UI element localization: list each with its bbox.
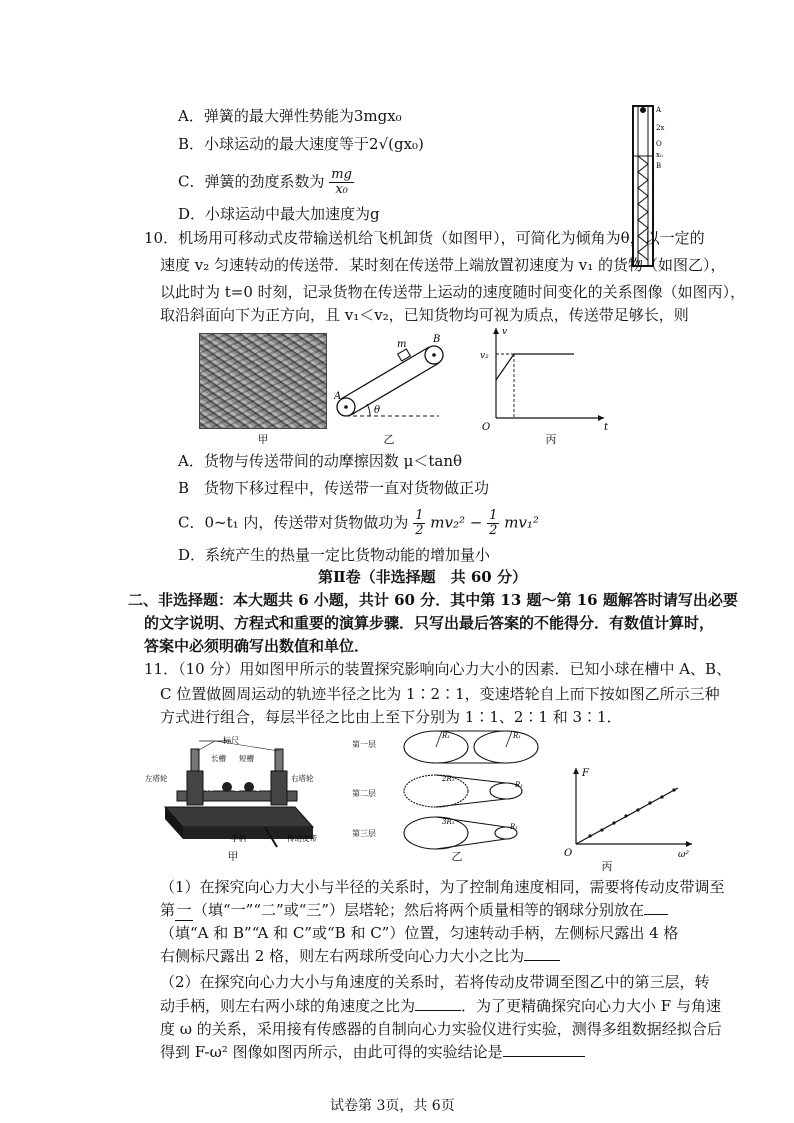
q11-p1-answer-fill: 一 [176,901,192,919]
q11-p1-line-2 [160,900,668,921]
q10-caption-yi: 乙 [383,433,395,446]
q11-p2-line-3: 度 ω 的关系，采用接有传感器的自制向心力实验仪进行实验，测得多组数据经拟合后 [160,1020,722,1038]
q10-option-c-term1: mv₂² [430,513,465,532]
q10-bing-v: v [502,327,508,337]
q11-p1-blank-position [644,900,668,915]
q11-jia-duancao: 短槽 [239,754,254,763]
q11-yi-r2-left: 2R₁ [442,775,455,783]
q11-p2-blank-conclusion [503,1042,585,1057]
q9-option-d: D．小球运动中最大加速度为g [178,205,380,223]
q10-bing-v2: v₂ [480,351,489,361]
q11-p1-line-3: （填“A 和 B”“A 和 C”或“B 和 C”）位置，匀速转动手柄，左侧标尺露出 4 格 [160,924,679,942]
q9-option-c-fraction [329,168,354,197]
q9-frac-den: x₀ [335,182,348,197]
q11-bing-omega2: ω² [678,850,689,860]
q10-conveyor-figure [334,333,464,433]
q11-jia-biaochi: 标尺 [223,736,239,745]
q10-yi-b: B [433,334,441,345]
q9-option-c [178,168,354,197]
q11-p2-line-4-text: 得到 F-ω² 图像如图丙所示，由此可得的实验结论是 [160,1043,503,1061]
q11-p2-line-2a: 动手柄，则左右两小球的角速度之比为 [160,997,416,1015]
q11-tower-wheel-figure [350,725,540,855]
q11-f-omega-graph [560,760,700,860]
q9-option-b: B．小球运动的最大速度等于2√(gx₀) [178,135,424,153]
section2-title: 第Ⅱ卷（非选择题 共 60 分） [318,568,527,586]
q10-option-c-term2: mv₁² [504,513,539,532]
q10-photo-jia [199,333,327,429]
q11-yi-r3-right: R₁ [510,823,519,831]
q9-label-a: A [656,106,662,114]
frac1-num: 1 [415,508,424,523]
q11-p2-line-2 [160,996,721,1016]
q11-yi-r2-right: R₁ [515,781,524,789]
q11-yi-r1-left: R₁ [442,732,451,740]
q10-vt-graph [472,322,612,434]
q11-jia-left-wheel: 左塔轮 [145,774,168,783]
q10-option-a: A．货物与传送带间的动摩擦因数 μ＜tanθ [178,452,463,470]
q10-line-2: 速度 v₂ 匀速转动的传送带．某时刻在传送带上端放置初速度为 v₁ 的货物（如图乙）， [160,256,726,274]
q11-jia-c: C [255,784,262,793]
q11-jia-b: B [235,784,241,793]
q11-yi-r3-left: 3R₁ [442,818,455,826]
q10-caption-bing: 丙 [545,433,557,446]
q9-label-o: O [656,140,662,148]
q9-frac-num: mg [331,167,352,182]
q10-bing-t: t [604,422,609,433]
frac2-den: 2 [489,523,498,538]
q11-p1-line-2b: （填“一”“二”或“三”）层塔轮；然后将两个质量相等的钢球分别放在 [193,901,645,919]
q11-jia-handle: 手柄 [231,834,246,843]
q10-option-d: D．系统产生的热量一定比货物动能的增加量小 [178,546,491,564]
q9-label-b: B [656,162,662,170]
q11-p1-blank-ratio [524,946,560,961]
q11-jia-belt: 传动皮带 [287,834,317,843]
q11-p2-line-2b: ．为了更精确探究向心力大小 F 与角速 [461,997,721,1015]
section2-head-3: 答案中必须明确写出数值和单位． [144,637,370,655]
frac2-num: 1 [489,508,498,523]
q10-option-c-minus: − [469,513,483,532]
q11-caption-yi: 乙 [451,850,463,863]
q11-p1-line-4-text: 右侧标尺露出 2 格，则左右两球所受向心力大小之比为 [160,947,525,965]
q9-option-a: A．弹簧的最大弹性势能为3mgx₀ [178,107,402,125]
q11-yi-r1-right: R₁ [513,732,522,740]
q9-label-2x: 2x [656,124,665,132]
q11-line-1: 11．（10 分）用如图甲所示的装置探究影响向心力大小的因素．已知小球在槽中 A、B、 [144,660,732,678]
q10-option-c [178,509,539,538]
section2-head-2: 的文字说明、方程式和重要的演算步骤．只写出最后答案的不能得分．有数值计算时， [144,614,715,632]
q11-p1-line-4 [160,946,560,966]
q10-option-c-text: C．0~t₁ 内，传送带对货物做功为 [178,513,409,532]
q11-caption-jia: 甲 [227,850,239,863]
q9-option-c-text: C．弹簧的劲度系数为 [178,172,325,191]
q11-bing-f: F [582,768,589,779]
q11-p2-line-4 [160,1042,585,1062]
q10-bing-o: O [482,422,491,433]
q11-bing-o: O [564,848,573,859]
q11-yi-layer3: 第三层 [352,829,376,838]
q11-caption-bing: 丙 [601,860,613,873]
q11-jia-right-wheel: 右塔轮 [291,774,314,783]
q9-label-x0: x₀ [656,151,663,159]
q10-caption-jia: 甲 [257,433,269,446]
q11-apparatus-figure [145,735,325,851]
q11-yi-layer2: 第二层 [352,789,376,798]
q10-line-1: 10．机场用可移动式皮带输送机给飞机卸货（如图甲），可简化为倾角为θ，以一定的 [144,229,705,247]
q11-line-3: 方式进行组合，每层半径之比由上至下分别为 1∶1、2∶1 和 3∶1． [160,708,622,726]
q11-line-2: C 位置做圆周运动的轨迹半径之比为 1∶2∶1，变速塔轮自上而下按如图乙所示三种 [160,685,720,703]
q11-yi-layer1: 第一层 [352,740,376,749]
q10-yi-theta: θ [374,405,381,416]
q10-option-b: B 货物下移过程中，传送带一直对货物做正功 [178,479,490,497]
q10-line-3: 以此时为 t=0 时刻，记录货物在传送带上运动的速度随时间变化的关系图像（如图丙）， [160,283,746,301]
q10-line-4: 取沿斜面向下为正方向，且 v₁＜v₂，已知货物均可视为质点，传送带足够长，则 [160,306,689,324]
q11-jia-a: A [207,784,213,793]
q11-p1-line-1: （1）在探究向心力大小与半径的关系时，为了控制角速度相同，需要将传动皮带调至 [160,878,725,896]
q10-option-c-frac2 [487,509,499,538]
section2-head-1: 二、非选择题：本大题共 6 小题，共计 60 分．其中第 13 题～第 16 题解答时请写出必要 [128,591,738,609]
q11-p2-blank-omega-ratio [415,996,461,1011]
page-footer: 试卷第 3页，共 6页 [330,1098,455,1114]
q11-p2-line-1: （2）在探究向心力大小与角速度的关系时，若将传动皮带调至图乙中的第三层，转 [160,973,710,991]
q11-p1-line-2a: 第 [160,901,176,919]
q10-yi-m: m [397,339,407,350]
q11-jia-changcao: 长槽 [211,754,226,763]
frac1-den: 2 [415,523,424,538]
q10-yi-a: A [334,391,342,402]
q10-option-c-frac1 [413,509,425,538]
